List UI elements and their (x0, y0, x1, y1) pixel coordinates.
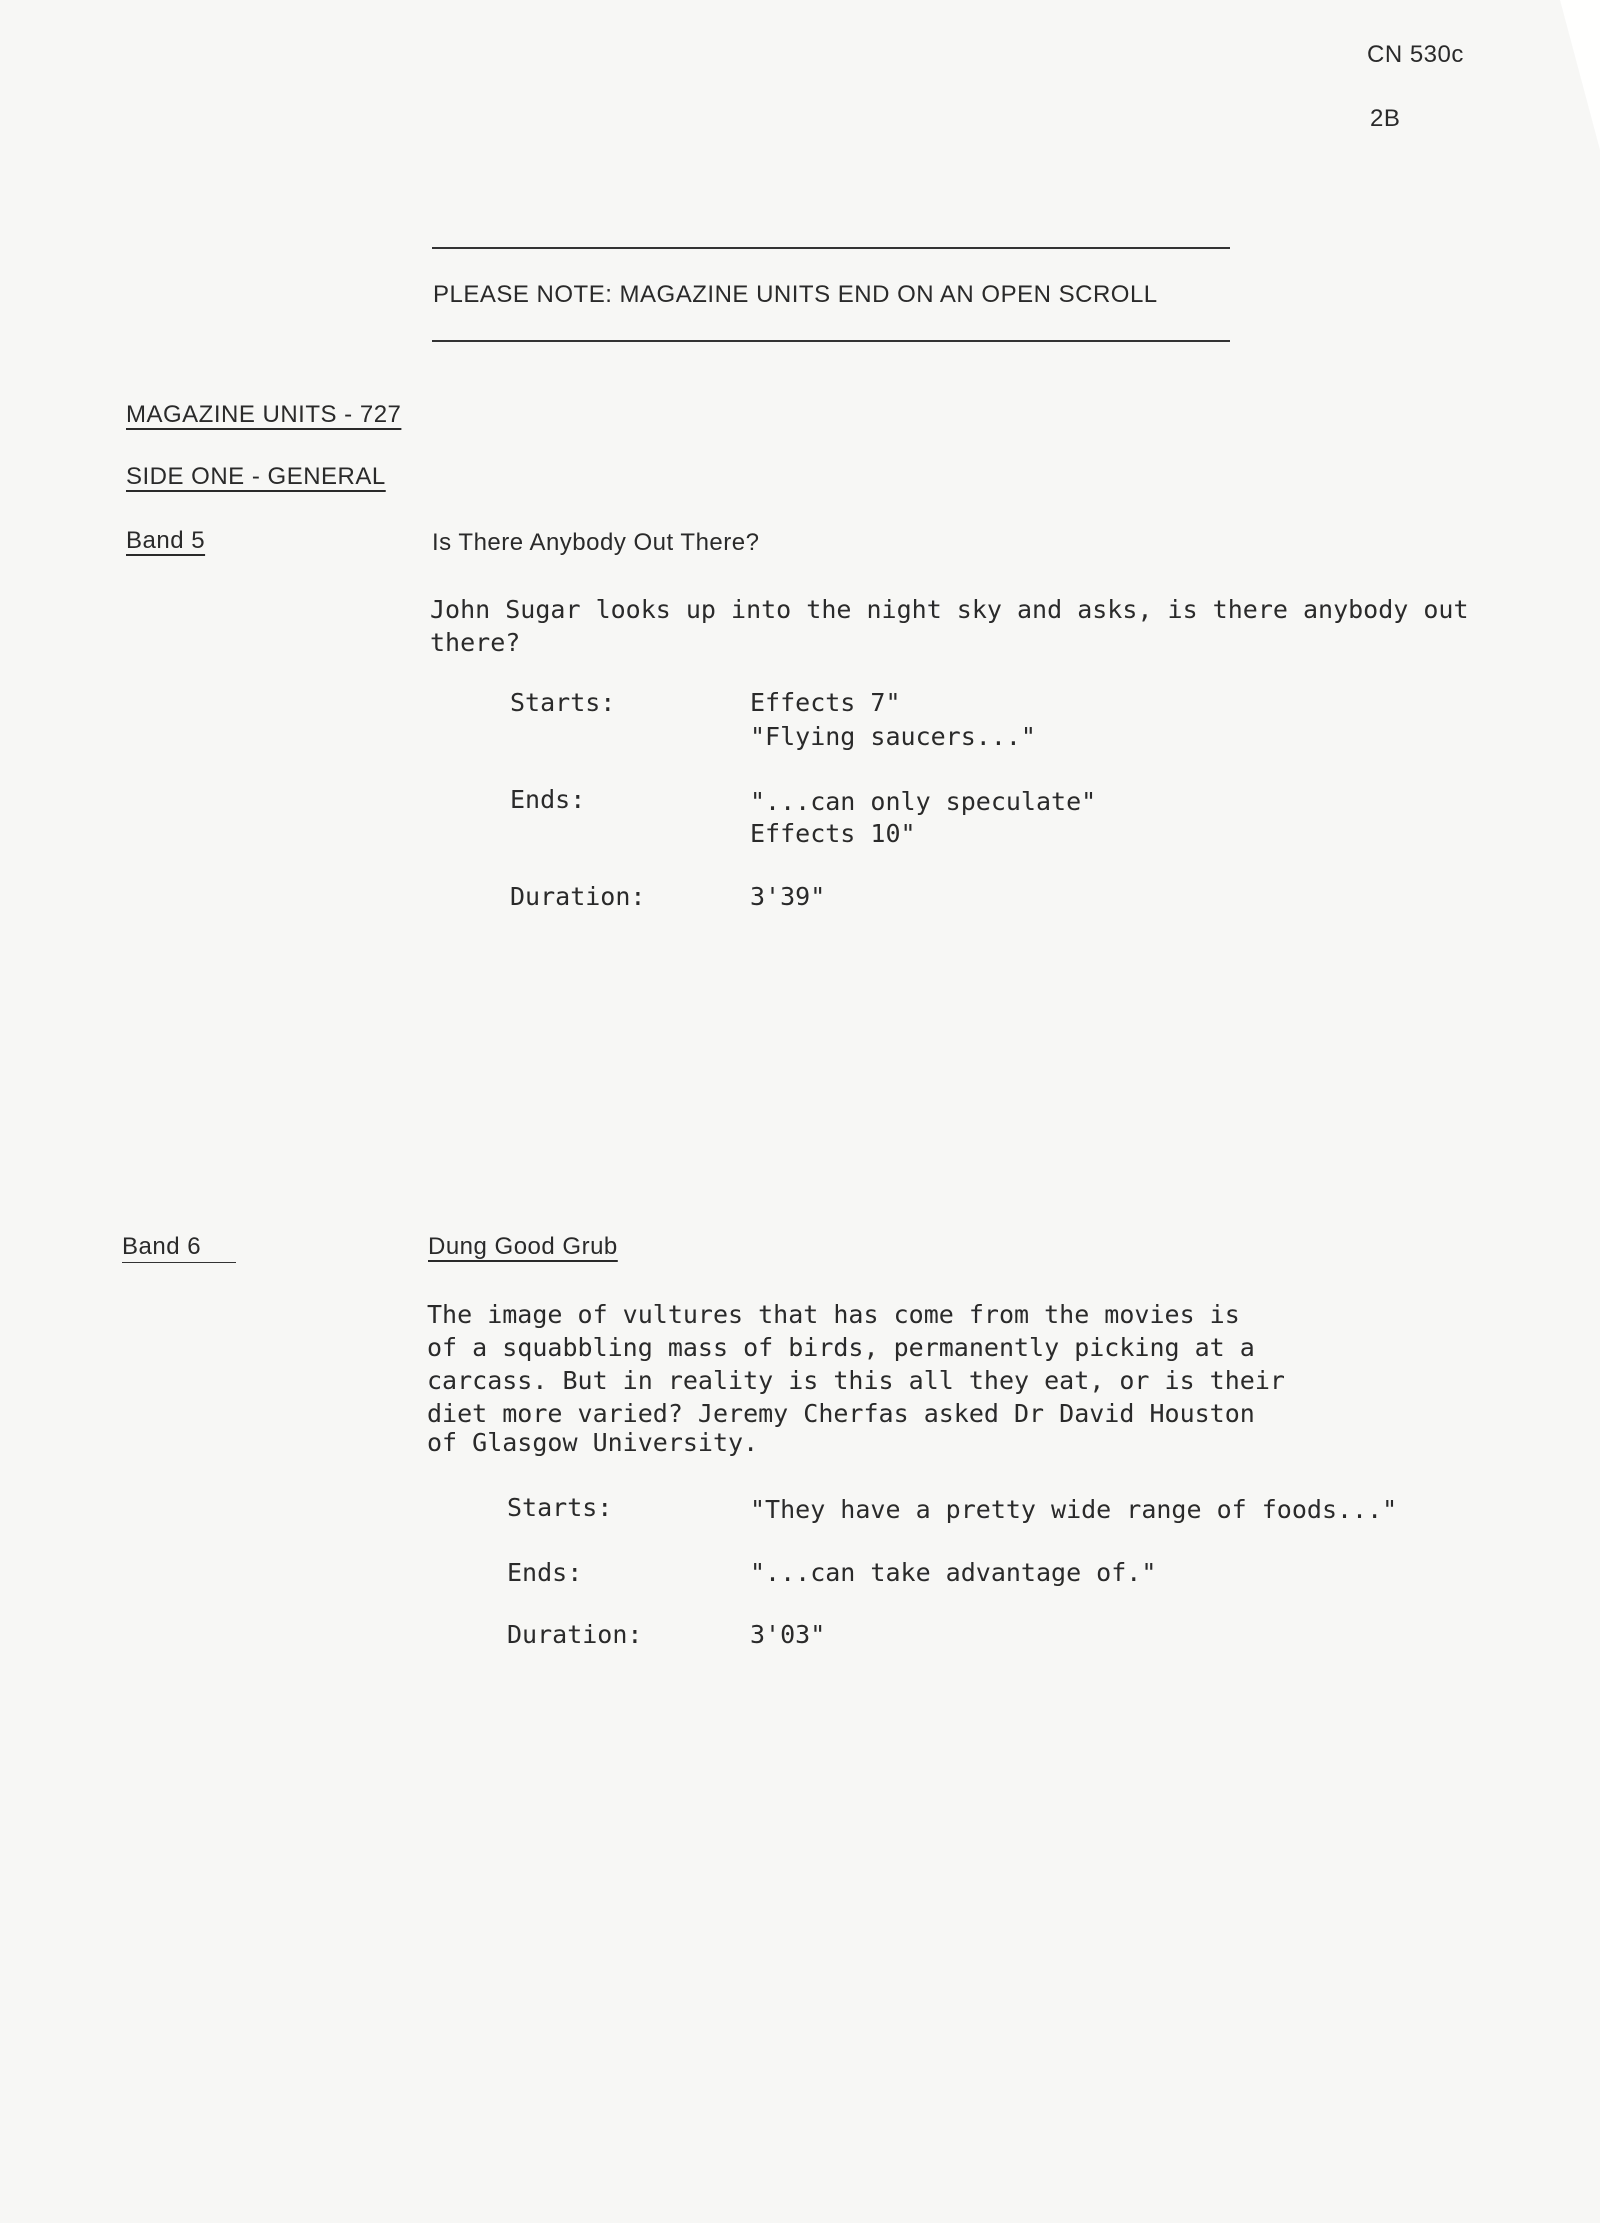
starts-value: "They have a pretty wide range of foods..." (750, 1495, 1398, 1524)
section-title: MAGAZINE UNITS - 727 (126, 401, 402, 428)
description-line: of a squabbling mass of birds, permanently picking at a (427, 1333, 1255, 1362)
page-corner-fold (1560, 0, 1600, 150)
band-label-underline (122, 1262, 236, 1263)
notice-top-rule (432, 247, 1230, 249)
ends-label: Ends: (510, 785, 586, 814)
notice-text: PLEASE NOTE: MAGAZINE UNITS END ON AN OPEN SCROLL (433, 281, 1158, 308)
duration-value: 3'39" (750, 882, 826, 911)
starts-label: Starts: (510, 688, 616, 717)
band-title: Is There Anybody Out There? (432, 529, 760, 556)
band-label: Band 6 (122, 1233, 202, 1260)
band-label: Band 5 (126, 527, 206, 554)
starts-value: Effects 7" (750, 688, 901, 717)
starts-value: "Flying saucers..." (750, 722, 1036, 751)
ends-value: Effects 10" (750, 819, 916, 848)
duration-label: Duration: (507, 1620, 643, 1649)
ends-value: "...can take advantage of." (750, 1558, 1157, 1587)
side-title: SIDE ONE - GENERAL (126, 463, 386, 490)
ends-value: "...can only speculate" (750, 787, 1097, 816)
description-line: diet more varied? Jeremy Cherfas asked Dr David Houston (427, 1399, 1255, 1428)
description-line: of Glasgow University. (427, 1428, 759, 1457)
starts-label: Starts: (507, 1493, 613, 1522)
ends-label: Ends: (507, 1558, 583, 1587)
band-title: Dung Good Grub (428, 1233, 618, 1260)
notice-bottom-rule (432, 340, 1230, 342)
description-line: The image of vultures that has come from the movies is (427, 1300, 1240, 1329)
duration-label: Duration: (510, 882, 646, 911)
page-number: 2B (1370, 105, 1401, 132)
duration-value: 3'03" (750, 1620, 826, 1649)
description-line: carcass. But in reality is this all they eat, or is their (427, 1366, 1285, 1395)
document-reference: CN 530с (1367, 41, 1464, 68)
band-description: John Sugar looks up into the night sky and asks, is there anybody out there? (430, 595, 1469, 657)
